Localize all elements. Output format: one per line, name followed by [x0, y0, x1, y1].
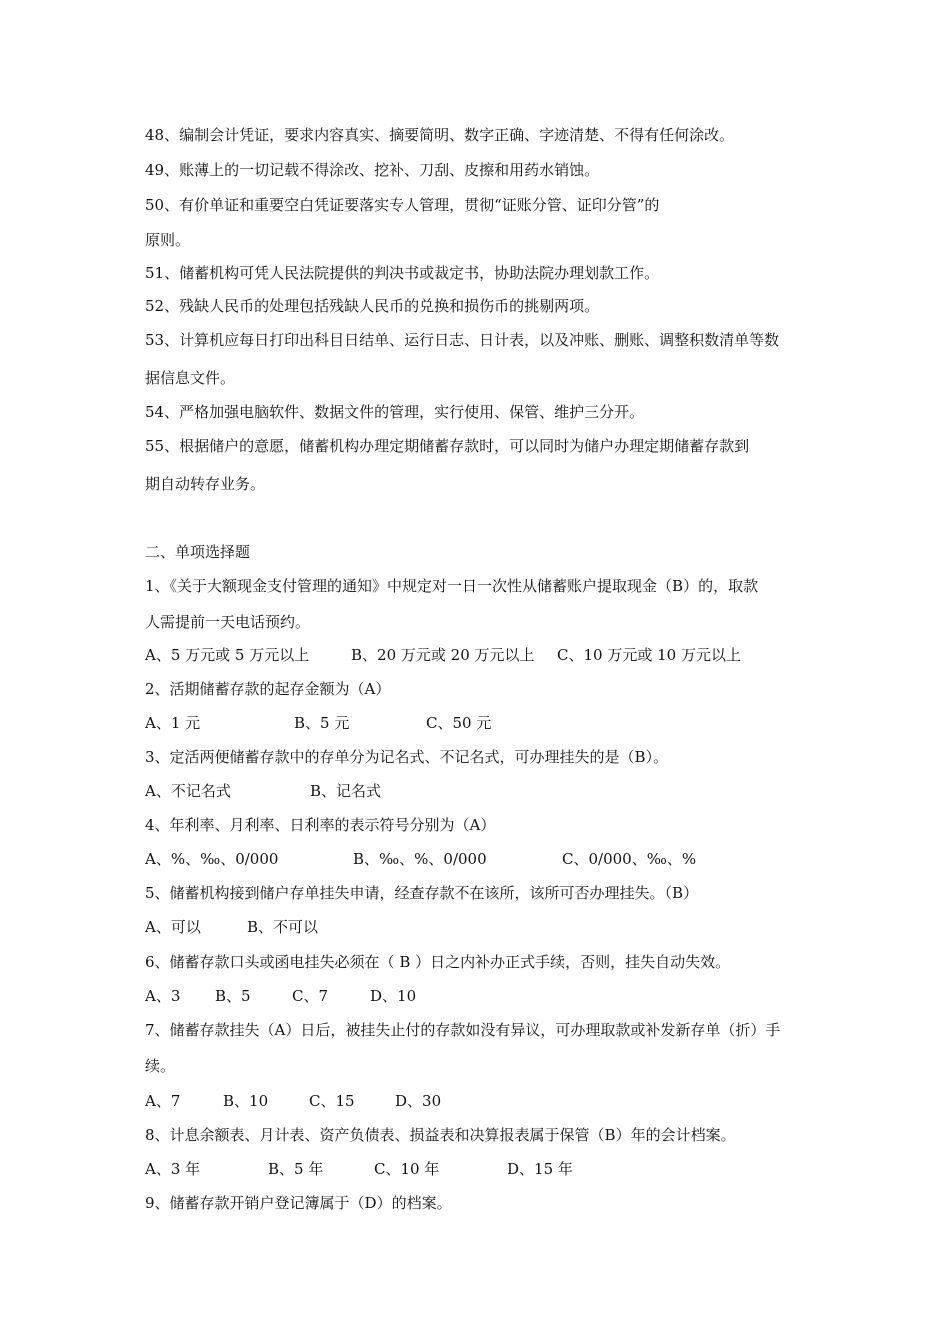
option-b: B、不可以 [247, 918, 319, 936]
tf-item-50-cont: 原则。 [145, 231, 191, 249]
tf-item-54: 54、严格加强电脑软件、数据文件的管理，实行使用、保管、维护三分开。 [145, 403, 645, 421]
option-a: A、3 年 [145, 1160, 201, 1178]
option-a: A、不记名式 [145, 782, 231, 800]
tf-item-52: 52、残缺人民币的处理包括残缺人民币的兑换和损伤币的挑剔两项。 [145, 297, 600, 315]
option-c: C、7 [292, 987, 329, 1005]
question-8: 8、计息余额表、月计表、资产负债表、损益表和决算报表属于保管（B）年的会计档案。 [145, 1126, 736, 1144]
tf-item-48: 48、编制会计凭证，要求内容真实、摘要简明、数字正确、字迹清楚、不得有任何涂改。 [145, 126, 735, 144]
question-4: 4、年利率、月利率、日利率的表示符号分别为（A） [145, 816, 496, 834]
option-c: C、10 年 [374, 1160, 440, 1178]
option-c: C、10 万元或 10 万元以上 [557, 646, 741, 664]
question-7: 7、储蓄存款挂失（A）日后，被挂失止付的存款如没有异议，可办理取款或补发新存单（折）手 [145, 1021, 781, 1039]
question-1: 1、《关于大额现金支付管理的通知》中规定对一日一次性从储蓄账户提取现金（B）的，取款 [145, 577, 759, 595]
question-6: 6、储蓄存款口头或函电挂失必须在（ B ）日之内补办正式手续，否则，挂失自动失效。 [145, 953, 731, 971]
option-a: A、7 [145, 1092, 181, 1110]
tf-item-53-cont: 据信息文件。 [145, 369, 236, 387]
question-3: 3、定活两便储蓄存款中的存单分为记名式、不记名式，可办理挂失的是（B）。 [145, 748, 669, 766]
question-9: 9、储蓄存款开销户登记簿属于（D）的档案。 [145, 1194, 452, 1212]
tf-item-50: 50、有价单证和重要空白凭证要落实专人管理，贯彻“证账分管、证印分管”的 [145, 196, 660, 214]
question-7-cont: 续。 [145, 1057, 176, 1075]
option-a: A、1 元 [145, 714, 201, 732]
option-c: C、50 元 [426, 714, 492, 732]
tf-item-49: 49、账薄上的一切记载不得涂改、挖补、刀刮、皮擦和用药水销蚀。 [145, 161, 600, 179]
option-d: D、30 [395, 1092, 442, 1110]
option-d: D、15 年 [507, 1160, 573, 1178]
option-c: C、15 [309, 1092, 355, 1110]
question-1-cont: 人需提前一天电话预约。 [145, 613, 311, 631]
option-c: C、0/000、‰、% [562, 850, 697, 868]
option-b: B、‰、%、0/000 [353, 850, 487, 868]
tf-item-55-cont: 期自动转存业务。 [145, 475, 266, 493]
section-title: 二、单项选择题 [145, 543, 251, 561]
question-5: 5、储蓄机构接到储户存单挂失申请，经查存款不在该所，该所可否办理挂失。（B） [145, 884, 699, 902]
question-2: 2、活期储蓄存款的起存金额为（A） [145, 680, 391, 698]
tf-item-53: 53、计算机应每日打印出科目日结单、运行日志、日计表，以及冲账、删账、调整积数清单等数 [145, 331, 780, 349]
option-a: A、5 万元或 5 万元以上 [145, 646, 310, 664]
option-b: B、记名式 [310, 782, 382, 800]
tf-item-51: 51、储蓄机构可凭人民法院提供的判决书或裁定书，协助法院办理划款工作。 [145, 264, 660, 282]
option-b: B、5 [215, 987, 251, 1005]
tf-item-55: 55、根据储户的意愿，储蓄机构办理定期储蓄存款时，可以同时为储户办理定期储蓄存款到 [145, 437, 750, 455]
option-b: B、5 年 [268, 1160, 324, 1178]
option-a: A、可以 [145, 918, 201, 936]
option-a: A、3 [145, 987, 181, 1005]
option-b: B、5 元 [294, 714, 350, 732]
option-b: B、10 [223, 1092, 269, 1110]
option-d: D、10 [370, 987, 417, 1005]
option-b: B、20 万元或 20 万元以上 [351, 646, 535, 664]
option-a: A、%、‰、0/000 [145, 850, 279, 868]
